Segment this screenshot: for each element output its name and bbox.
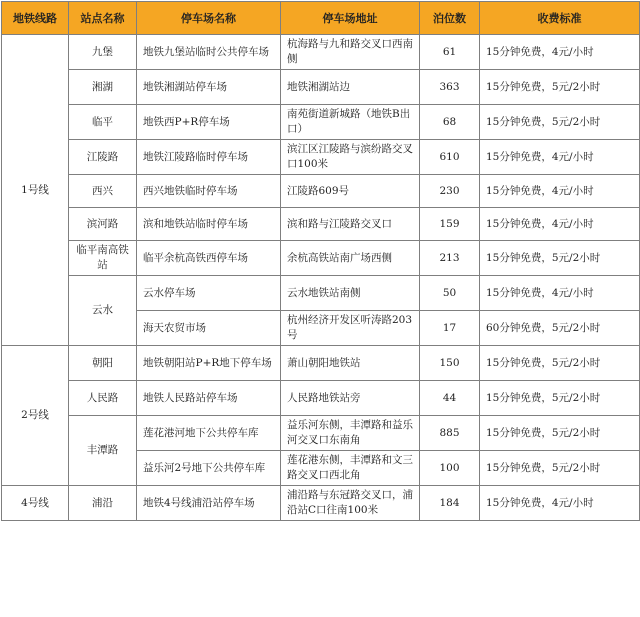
lot-name-cell: 莲花港河地下公共停车库 xyxy=(137,416,281,451)
lot-address-cell: 云水地铁站南侧 xyxy=(281,276,420,311)
lot-address-cell: 浦沿路与东冠路交叉口，浦沿站C口往南100米 xyxy=(281,486,420,521)
lot-address-cell: 滨和路与江陵路交叉口 xyxy=(281,208,420,241)
header-station: 站点名称 xyxy=(69,2,137,35)
lot-name-cell: 益乐河2号地下公共停车库 xyxy=(137,451,281,486)
line-cell: 2号线 xyxy=(2,346,69,486)
fee-cell: 15分钟免费，4元/小时 xyxy=(480,140,640,175)
fee-cell: 15分钟免费，5元/2小时 xyxy=(480,241,640,276)
fee-cell: 15分钟免费，5元/2小时 xyxy=(480,70,640,105)
lot-address-cell: 杭州经济开发区听涛路203号 xyxy=(281,311,420,346)
station-cell: 浦沿 xyxy=(69,486,137,521)
fee-cell: 15分钟免费，5元/2小时 xyxy=(480,346,640,381)
header-fee: 收费标准 xyxy=(480,2,640,35)
lot-address-cell: 人民路地铁站旁 xyxy=(281,381,420,416)
lot-address-cell: 萧山朝阳地铁站 xyxy=(281,346,420,381)
fee-cell: 15分钟免费，4元/小时 xyxy=(480,276,640,311)
spaces-cell: 230 xyxy=(420,175,480,208)
table-row xyxy=(2,276,640,311)
spaces-cell: 159 xyxy=(420,208,480,241)
lot-name-cell: 临平余杭高铁西停车场 xyxy=(137,241,281,276)
spaces-cell: 610 xyxy=(420,140,480,175)
spaces-cell: 184 xyxy=(420,486,480,521)
station-cell: 云水 xyxy=(69,276,137,346)
lot-address-cell: 杭海路与九和路交叉口西南侧 xyxy=(281,35,420,70)
lot-name-cell: 地铁朝阳站P+R地下停车场 xyxy=(137,346,281,381)
fee-cell: 15分钟免费，5元/2小时 xyxy=(480,416,640,451)
fee-cell: 15分钟免费，5元/2小时 xyxy=(480,105,640,140)
spaces-cell: 150 xyxy=(420,346,480,381)
station-cell: 丰潭路 xyxy=(69,416,137,486)
line-cell: 4号线 xyxy=(2,486,69,521)
spaces-cell: 44 xyxy=(420,381,480,416)
fee-cell: 15分钟免费，5元/2小时 xyxy=(480,451,640,486)
lot-address-cell: 江陵路609号 xyxy=(281,175,420,208)
fee-cell: 15分钟免费，4元/小时 xyxy=(480,208,640,241)
station-cell: 江陵路 xyxy=(69,140,137,175)
station-cell: 湘湖 xyxy=(69,70,137,105)
lot-name-cell: 地铁湘湖站停车场 xyxy=(137,70,281,105)
table-row xyxy=(2,416,640,451)
parking-table xyxy=(1,1,640,521)
lot-address-cell: 地铁湘湖站边 xyxy=(281,70,420,105)
lot-address-cell: 益乐河东侧，丰潭路和益乐河交叉口东南角 xyxy=(281,416,420,451)
spaces-cell: 50 xyxy=(420,276,480,311)
line-cell: 1号线 xyxy=(2,35,69,346)
table-row xyxy=(2,175,640,208)
fee-cell: 15分钟免费，4元/小时 xyxy=(480,35,640,70)
station-cell: 九堡 xyxy=(69,35,137,70)
station-cell: 临平 xyxy=(69,105,137,140)
lot-name-cell: 滨和地铁站临时停车场 xyxy=(137,208,281,241)
lot-name-cell: 地铁4号线浦沿站停车场 xyxy=(137,486,281,521)
station-cell: 滨河路 xyxy=(69,208,137,241)
spaces-cell: 885 xyxy=(420,416,480,451)
table-row xyxy=(2,346,640,381)
spaces-cell: 100 xyxy=(420,451,480,486)
station-cell: 人民路 xyxy=(69,381,137,416)
spaces-cell: 68 xyxy=(420,105,480,140)
lot-address-cell: 南苑街道新城路（地铁B出口） xyxy=(281,105,420,140)
lot-address-cell: 滨江区江陵路与滨纷路交叉口100米 xyxy=(281,140,420,175)
station-cell: 朝阳 xyxy=(69,346,137,381)
lot-name-cell: 地铁江陵路临时停车场 xyxy=(137,140,281,175)
spaces-cell: 17 xyxy=(420,311,480,346)
header-line: 地铁线路 xyxy=(2,2,69,35)
fee-cell: 15分钟免费，4元/小时 xyxy=(480,486,640,521)
lot-name-cell: 西兴地铁临时停车场 xyxy=(137,175,281,208)
header-lot-address: 停车场地址 xyxy=(281,2,420,35)
fee-cell: 15分钟免费，5元/2小时 xyxy=(480,381,640,416)
table-row xyxy=(2,486,640,521)
lot-name-cell: 地铁人民路站停车场 xyxy=(137,381,281,416)
spaces-cell: 61 xyxy=(420,35,480,70)
fee-cell: 15分钟免费，4元/小时 xyxy=(480,175,640,208)
lot-name-cell: 云水停车场 xyxy=(137,276,281,311)
spaces-cell: 213 xyxy=(420,241,480,276)
table-row xyxy=(2,241,640,276)
spaces-cell: 363 xyxy=(420,70,480,105)
table-row xyxy=(2,208,640,241)
table-row xyxy=(2,105,640,140)
table-row xyxy=(2,140,640,175)
lot-address-cell: 莲花港东侧，丰潭路和文三路交叉口西北角 xyxy=(281,451,420,486)
table-row xyxy=(2,70,640,105)
table-row xyxy=(2,381,640,416)
lot-name-cell: 地铁九堡站临时公共停车场 xyxy=(137,35,281,70)
station-cell: 临平南高铁站 xyxy=(69,241,137,276)
station-cell: 西兴 xyxy=(69,175,137,208)
fee-cell: 60分钟免费，5元/2小时 xyxy=(480,311,640,346)
lot-name-cell: 地铁西P+R停车场 xyxy=(137,105,281,140)
header-row xyxy=(2,2,640,35)
header-spaces: 泊位数 xyxy=(420,2,480,35)
lot-name-cell: 海天农贸市场 xyxy=(137,311,281,346)
header-lot-name: 停车场名称 xyxy=(137,2,281,35)
table-row xyxy=(2,35,640,70)
lot-address-cell: 余杭高铁站南广场西侧 xyxy=(281,241,420,276)
